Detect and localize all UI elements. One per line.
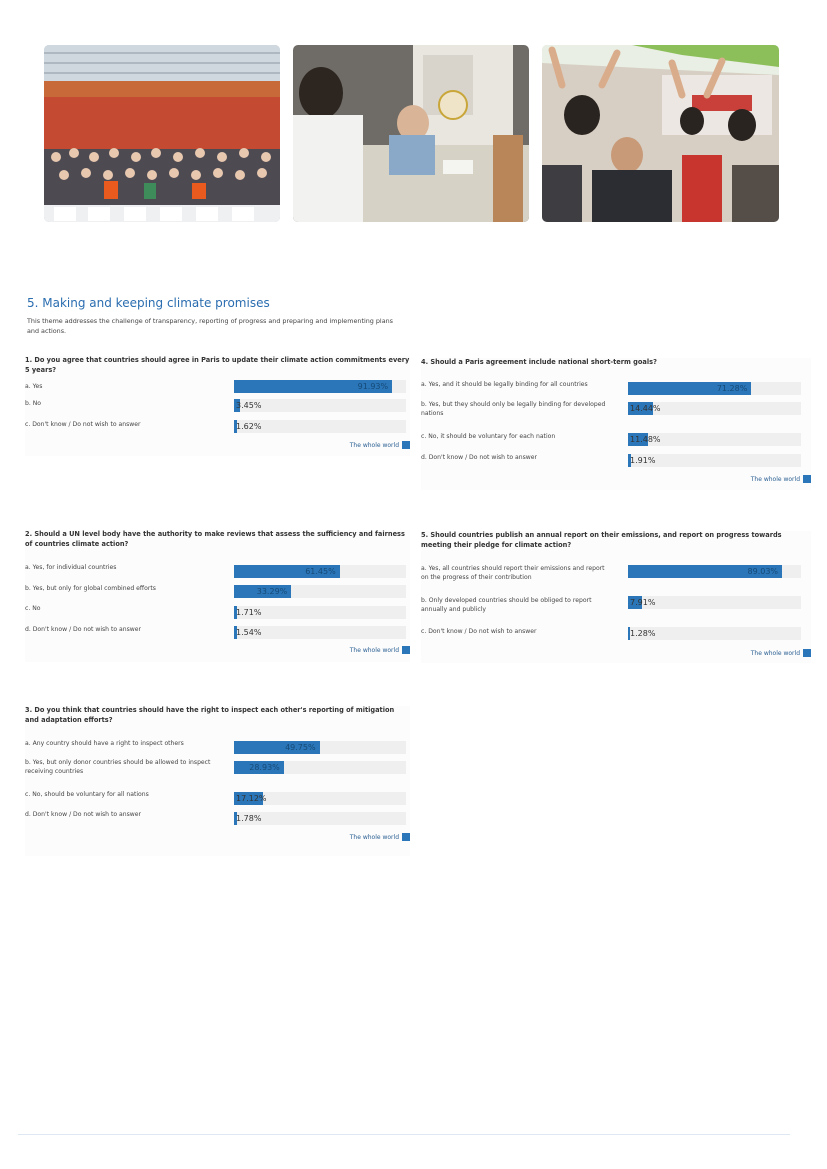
poll-legend-label: The whole world	[750, 475, 800, 483]
poll-result-bar	[234, 606, 406, 619]
poll-question-4	[421, 358, 811, 490]
poll-result-percent: 71.28%	[716, 384, 748, 393]
legend-swatch	[803, 649, 811, 657]
poll-question-title: 5. Should countries publish an annual report on their emissions, and report on progress towards meeting their pledge for climate action?	[421, 531, 782, 549]
poll-legend	[350, 646, 410, 654]
poll-option-label: b. No	[25, 400, 42, 407]
poll-result-percent: 1.54%	[236, 628, 262, 637]
poll-question-2	[25, 530, 410, 662]
poll-result-bar	[628, 402, 801, 415]
poll-result-bar	[234, 741, 406, 754]
poll-option-label: b. Yes, but only donor countries should be allowed to inspect receiving countries	[25, 759, 211, 776]
poll-result-bar	[234, 565, 406, 578]
poll-result-bar	[234, 792, 406, 805]
poll-option-label: d. Don't know / Do not wish to answer	[421, 454, 538, 461]
stadium-audience-photo	[44, 45, 280, 222]
poll-option-label: b. Yes, but only for global combined efforts	[25, 585, 156, 592]
legend-swatch	[402, 441, 410, 449]
poll-result-bar	[628, 433, 801, 446]
poll-legend	[751, 475, 811, 483]
poll-option-label: c. Don't know / Do not wish to answer	[25, 421, 141, 428]
poll-option-label: a. Yes, for individual countries	[25, 564, 117, 571]
poll-result-bar	[628, 565, 801, 578]
poll-result-bar	[234, 626, 406, 639]
table-discussion-photo	[293, 45, 529, 222]
poll-result-percent: 1.62%	[236, 422, 262, 431]
poll-option-label: c. Don't know / Do not wish to answer	[421, 628, 537, 635]
footer-rule	[18, 1134, 790, 1135]
poll-result-bar	[234, 585, 406, 598]
poll-result-percent: 3.45%	[236, 401, 262, 410]
poll-result-bar	[628, 382, 801, 395]
poll-question-3	[25, 706, 410, 856]
poll-question-title: 2. Should a UN level body have the authority to make reviews that assess the sufficiency and fairness of countries climate action?	[25, 530, 405, 548]
poll-option-label: b. Yes, but they should only be legally binding for developed nations	[421, 401, 606, 418]
poll-legend	[350, 441, 410, 449]
poll-legend-label: The whole world	[349, 833, 399, 841]
section-intro: This theme addresses the challenge of transparency, reporting of progress and preparing and implementing plans and actions.	[27, 317, 393, 335]
poll-result-percent: 91.93%	[357, 382, 389, 391]
poll-legend-label: The whole world	[750, 649, 800, 657]
poll-option-label: a. Yes, and it should be legally binding for all countries	[421, 381, 588, 388]
poll-result-percent: 49.75%	[285, 743, 316, 752]
poll-result-bar	[628, 454, 801, 467]
poll-option-label: b. Only developed countries should be obliged to report annually and publicly	[421, 597, 592, 614]
poll-result-bar	[234, 420, 406, 433]
poll-result-percent: 1.91%	[630, 456, 656, 465]
poll-option-label: a. Yes	[25, 383, 43, 390]
poll-result-percent: 1.28%	[630, 629, 656, 638]
poll-question-title: 4. Should a Paris agreement include national short-term goals?	[421, 358, 657, 366]
poll-result-bar	[234, 761, 406, 774]
poll-option-label: c. No, should be voluntary for all nations	[25, 791, 149, 798]
poll-result-percent: 1.71%	[236, 608, 262, 617]
poll-result-bar	[234, 812, 406, 825]
poll-option-label: c. No	[25, 605, 41, 612]
legend-swatch	[803, 475, 811, 483]
poll-result-percent: 7.91%	[630, 598, 656, 607]
poll-question-title: 1. Do you agree that countries should agree in Paris to update their climate action commitments every 5 years?	[25, 356, 410, 374]
poll-result-percent: 1.78%	[236, 814, 262, 823]
poll-option-label: a. Any country should have a right to inspect others	[25, 740, 184, 747]
poll-legend	[350, 833, 410, 841]
poll-legend	[751, 649, 811, 657]
poll-option-label: d. Don't know / Do not wish to answer	[25, 811, 142, 818]
poll-option-label: a. Yes, all countries should report their emissions and report on the progress of their contribution	[421, 565, 605, 582]
poll-result-percent: 17.12%	[236, 794, 267, 803]
poll-result-bar	[234, 380, 406, 393]
poll-question-1	[25, 356, 410, 456]
poll-result-bar	[628, 627, 801, 640]
poll-option-label: d. Don't know / Do not wish to answer	[25, 626, 142, 633]
legend-swatch	[402, 833, 410, 841]
poll-result-percent: 33.29%	[256, 587, 288, 596]
poll-question-title: 3. Do you think that countries should have the right to inspect each other's reporting of mitigation and adaptation efforts?	[25, 706, 395, 724]
poll-legend-label: The whole world	[349, 646, 399, 654]
poll-result-percent: 11.48%	[630, 435, 661, 444]
poll-question-5	[421, 531, 811, 663]
poll-result-percent: 28.93%	[249, 763, 280, 772]
poll-result-percent: 89.03%	[747, 567, 779, 576]
poll-result-percent: 14.44%	[630, 404, 661, 413]
poll-result-bar	[234, 399, 406, 412]
poll-option-label: c. No, it should be voluntary for each nation	[421, 433, 556, 440]
poll-result-bar	[628, 596, 801, 609]
poll-legend-label: The whole world	[349, 441, 399, 449]
section-title: 5. Making and keeping climate promises	[27, 296, 270, 310]
raised-arms-crowd-photo	[542, 45, 779, 222]
poll-result-percent: 61.45%	[305, 567, 336, 576]
legend-swatch	[402, 646, 410, 654]
